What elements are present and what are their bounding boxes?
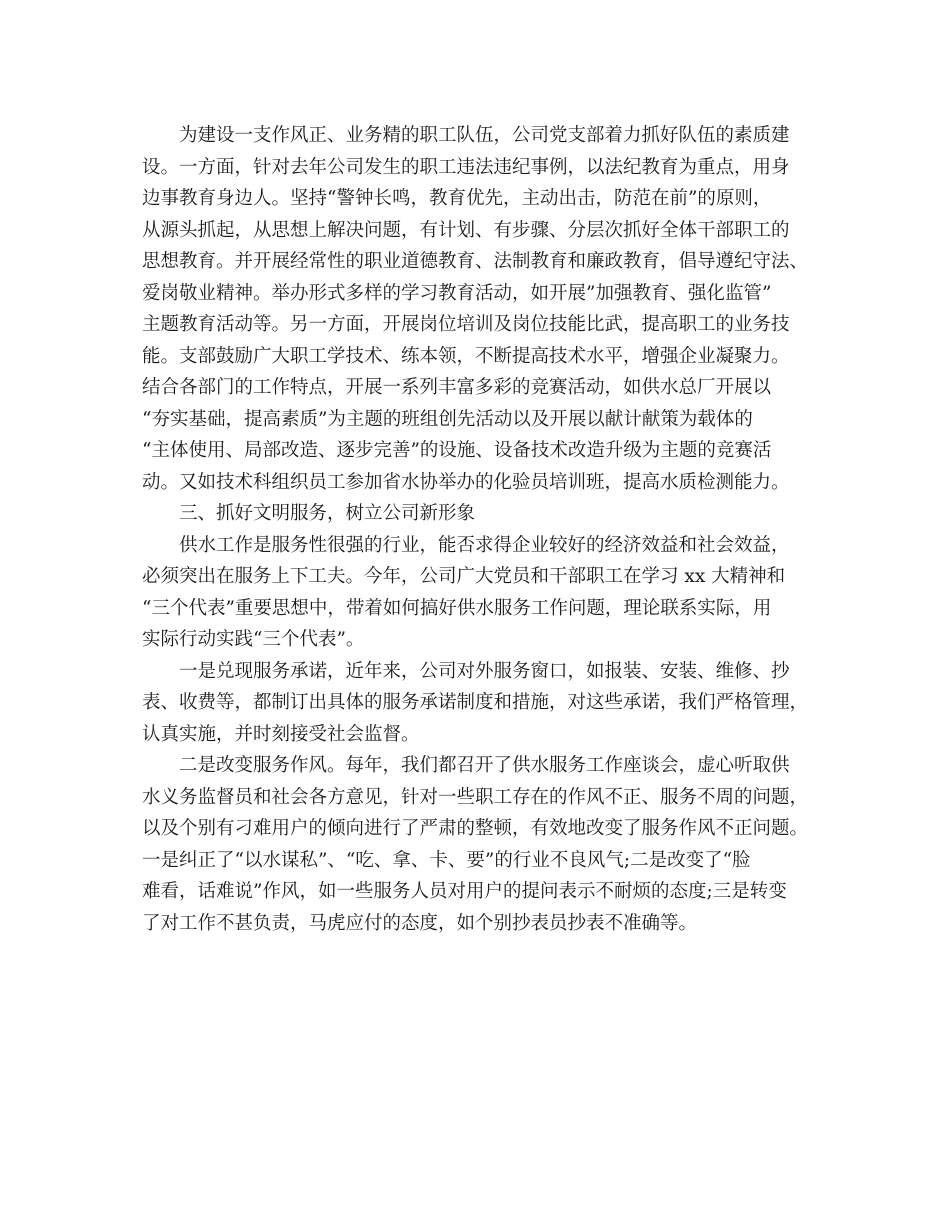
text-line: 一是兑现服务承诺，近年来，公司对外服务窗口，如报装、安装、维修、抄	[179, 660, 790, 682]
text-line: “夯实基础，提高素质”为主题的班组创先活动以及开展以献计献策为载体的	[142, 408, 753, 430]
paragraph-service-style	[142, 750, 816, 939]
text-line: 供水工作是服务性很强的行业，能否求得企业较好的经济效益和社会效益，	[179, 534, 790, 556]
section-heading	[142, 498, 816, 530]
text-line: 从源头抓起，从思想上解决问题，有计划、有步骤、分层次抓好全体干部职工的	[142, 219, 790, 241]
text-line: 为建设一支作风正、业务精的职工队伍，公司党支部着力抓好队伍的素质建	[179, 125, 790, 146]
paragraph-team-building	[142, 120, 816, 498]
text-line: 二是改变服务作风。每年，我们都召开了供水服务工作座谈会，虚心听取供	[179, 755, 790, 776]
text-line: 必须突出在服务上下工夫。今年，公司广大党员和干部职工在学习 xx 大精神和	[142, 566, 786, 587]
text-line: 边事教育身边人。坚持“警钟长鸣，教育优先，主动出击，防范在前”的原则，	[142, 188, 772, 209]
paragraph-service-intro	[142, 530, 816, 656]
text-line: 思想教育。并开展经常性的职业道德教育、法制教育和廉政教育，倡导遵纪守法、	[142, 251, 809, 272]
section-heading-text: 三、抓好文明服务，树立公司新形象	[179, 503, 476, 524]
text-line: 一是纠正了“以水谋私”、“吃、拿、卡、要”的行业不良风气;二是改变了“脸	[142, 849, 751, 871]
text-line: 设。一方面，针对去年公司发生的职工违法违纪事例，以法纪教育为重点，用身	[142, 156, 790, 178]
text-line: 以及个别有刁难用户的倾向进行了严肃的整顿，有效地改变了服务作风不正问题。	[142, 818, 809, 839]
text-line: “三个代表”重要思想中，带着如何搞好供水服务工作问题，理论联系实际，用	[142, 597, 772, 619]
text-line: 能。支部鼓励广大职工学技术、练本领，不断提高技术水平，增强企业凝聚力。	[142, 345, 790, 367]
text-line: 水义务监督员和社会各方意见，针对一些职工存在的作风不正、服务不周的问题，	[142, 786, 809, 808]
text-line: “主体使用、局部改造、逐步完善”的设施、设备技术改造升级为主题的竞赛活	[142, 440, 772, 461]
text-line: 爱岗敬业精神。举办形式多样的学习教育活动，如开展”加强教育、强化监管”	[142, 282, 772, 304]
text-line: 表、收费等，都制订出具体的服务承诺制度和措施，对这些承诺，我们严格管理，	[142, 692, 809, 713]
paragraph-service-commitment	[142, 656, 816, 751]
text-line: 难看，话难说”作风，如一些服务人员对用户的提问表示不耐烦的态度;三是转变	[142, 881, 787, 902]
text-line: 动。又如技术科组织员工参加省水协举办的化验员培训班，提高水质检测能力。	[142, 471, 790, 493]
text-line: 结合各部门的工作特点，开展一系列丰富多彩的竞赛活动，如供水总厂开展以	[142, 377, 772, 398]
text-line: 主题教育活动等。另一方面，开展岗位培训及岗位技能比武，提高职工的业务技	[142, 314, 790, 335]
text-line: 实际行动实践“三个代表”。	[142, 629, 365, 650]
text-line: 了对工作不甚负责，马虎应付的态度，如个别抄表员抄表不准确等。	[142, 912, 698, 934]
document-body	[142, 120, 816, 939]
text-line: 认真实施，并时刻接受社会监督。	[142, 723, 420, 745]
